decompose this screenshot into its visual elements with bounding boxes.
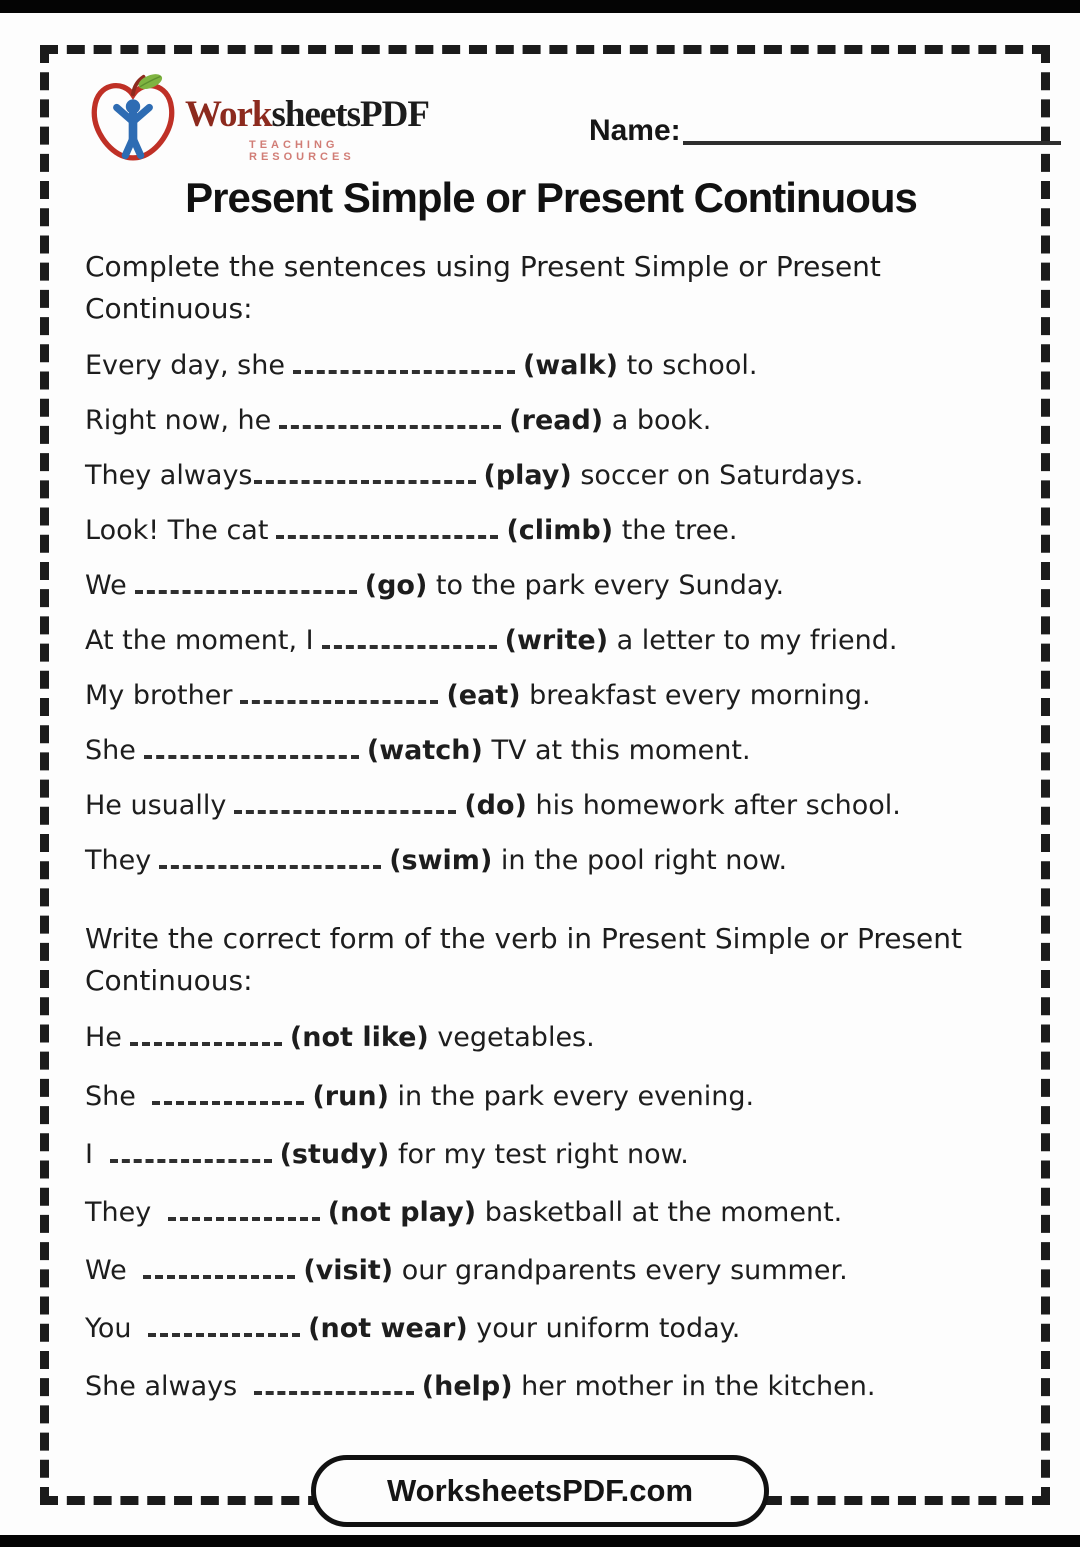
top-letterbox-bar — [0, 0, 1080, 13]
sentence-row — [85, 1022, 1017, 1053]
brand-name-part1: Work — [185, 93, 272, 135]
sentence-before: They always — [85, 460, 253, 492]
footer-site-badge — [311, 1455, 769, 1527]
brand-text — [185, 93, 429, 163]
verb-cue: (visit) — [303, 1254, 394, 1286]
verb-cue: (read) — [509, 405, 604, 437]
sentence-before: My brother — [85, 680, 233, 712]
worksheet-title: Present Simple or Present Continuous — [185, 174, 917, 221]
answer-blank[interactable] — [148, 1325, 300, 1337]
sentence-row — [85, 1139, 1017, 1170]
sentence-row — [85, 460, 1017, 491]
verb-cue: (eat) — [446, 680, 521, 712]
sentence-after: breakfast every morning. — [529, 680, 871, 712]
worksheet-page — [0, 13, 1080, 1535]
sentence-after: TV at this moment. — [491, 735, 751, 767]
verb-cue: (not wear) — [308, 1312, 468, 1344]
sentence-row — [85, 1197, 1017, 1228]
sentence-row — [85, 1371, 1017, 1402]
sentence-row — [85, 570, 1017, 601]
sentence-row — [85, 1081, 1017, 1112]
sentence-before: Look! The cat — [85, 515, 269, 547]
sentence-before: They — [85, 845, 152, 877]
verb-cue: (climb) — [506, 515, 614, 547]
answer-blank[interactable] — [254, 472, 476, 484]
name-entry-line[interactable] — [683, 141, 1061, 145]
answer-blank[interactable] — [144, 747, 359, 759]
brand-name — [185, 93, 429, 135]
section-complete-sentences — [85, 246, 1017, 876]
sentence-after: to the park every Sunday. — [435, 570, 785, 602]
sentence-after: the tree. — [621, 515, 738, 547]
sentence-row — [85, 680, 1017, 711]
sentence-before: We — [85, 570, 127, 602]
sentence-after: a letter to my friend. — [616, 625, 898, 657]
verb-cue: (not like) — [289, 1022, 429, 1054]
sentence-before: Right now, he — [85, 405, 272, 437]
answer-blank[interactable] — [279, 417, 501, 429]
name-field — [589, 114, 1061, 148]
sentence-before: At the moment, I — [85, 625, 314, 657]
sentence-row — [85, 625, 1017, 656]
sentence-before: They — [85, 1196, 152, 1228]
sentence-before: She — [85, 735, 136, 767]
verb-cue: (study) — [279, 1138, 390, 1170]
sentence-row — [85, 1313, 1017, 1344]
sentence-after: your uniform today. — [476, 1312, 741, 1344]
footer-site-label: WorksheetsPDF.com — [386, 1473, 694, 1508]
answer-blank[interactable] — [168, 1209, 320, 1221]
answer-blank[interactable] — [143, 1267, 295, 1279]
sentence-row — [85, 350, 1017, 381]
sentence-before: We — [85, 1254, 127, 1286]
sentence-after: for my test right now. — [397, 1138, 689, 1170]
verb-cue: (walk) — [522, 350, 618, 381]
verb-cue: (go) — [364, 570, 428, 602]
sentence-row — [85, 735, 1017, 766]
verb-cue: (write) — [504, 625, 609, 657]
header — [85, 72, 1017, 168]
answer-blank[interactable] — [276, 527, 498, 539]
brand-name-part2: sheetsPDF — [271, 93, 429, 135]
answer-blank[interactable] — [293, 362, 515, 374]
verb-cue: (run) — [312, 1080, 389, 1112]
sentence-after: basketball at the moment. — [484, 1196, 843, 1228]
answer-blank[interactable] — [254, 1383, 414, 1395]
sentence-row — [85, 1255, 1017, 1286]
verb-cue: (play) — [483, 460, 572, 492]
answer-blank[interactable] — [234, 802, 456, 814]
answer-blank[interactable] — [110, 1151, 272, 1163]
sentence-after: in the park every evening. — [397, 1080, 755, 1112]
answer-blank[interactable] — [130, 1034, 282, 1046]
name-label: Name: — [588, 114, 681, 147]
sentence-row — [85, 790, 1017, 821]
worksheetspdf-brand — [85, 72, 429, 168]
sentence-before: He — [85, 1022, 122, 1054]
sentence-before: Every day, she — [85, 350, 285, 381]
sentence-after: her mother in the kitchen. — [521, 1370, 876, 1402]
sentence-after: soccer on Saturdays. — [580, 460, 864, 492]
apple-figure-logo-icon — [85, 72, 181, 168]
answer-blank[interactable] — [152, 1093, 304, 1105]
sentence-after: to school. — [626, 350, 758, 381]
sentence-after: a book. — [611, 405, 712, 437]
sentence-before: I — [85, 1138, 93, 1170]
section2-instruction: Write the correct form of the verb in Present Simple or Present Continuous: — [85, 922, 963, 998]
section-write-correct-form — [85, 918, 1017, 1401]
answer-blank[interactable] — [322, 637, 497, 649]
sentence-row — [85, 845, 1017, 876]
verb-cue: (help) — [421, 1370, 513, 1402]
answer-blank[interactable] — [135, 582, 357, 594]
sentence-before: She always — [85, 1370, 238, 1402]
sentence-after: vegetables. — [437, 1022, 595, 1054]
brand-tagline: TEACHING RESOURCES — [249, 138, 355, 163]
answer-blank[interactable] — [159, 857, 381, 869]
sentence-after: his homework after school. — [535, 790, 901, 822]
sentence-before: She — [85, 1080, 136, 1112]
verb-cue: (watch) — [366, 735, 483, 767]
verb-cue: (do) — [464, 790, 527, 822]
verb-cue: (not play) — [327, 1196, 477, 1228]
bottom-letterbox-bar — [0, 1535, 1080, 1547]
section1-instruction: Complete the sentences using Present Simple or Present Continuous: — [85, 250, 881, 325]
sentence-row — [85, 405, 1017, 436]
sentence-before: He usually — [85, 790, 227, 822]
sentence-before: You — [85, 1312, 132, 1344]
sentence-after: our grandparents every summer. — [401, 1254, 848, 1286]
answer-blank[interactable] — [240, 692, 438, 704]
sentence-after: in the pool right now. — [500, 845, 788, 877]
verb-cue: (swim) — [389, 845, 493, 877]
sentence-row — [85, 515, 1017, 546]
dashed-border-frame — [40, 45, 1050, 1505]
